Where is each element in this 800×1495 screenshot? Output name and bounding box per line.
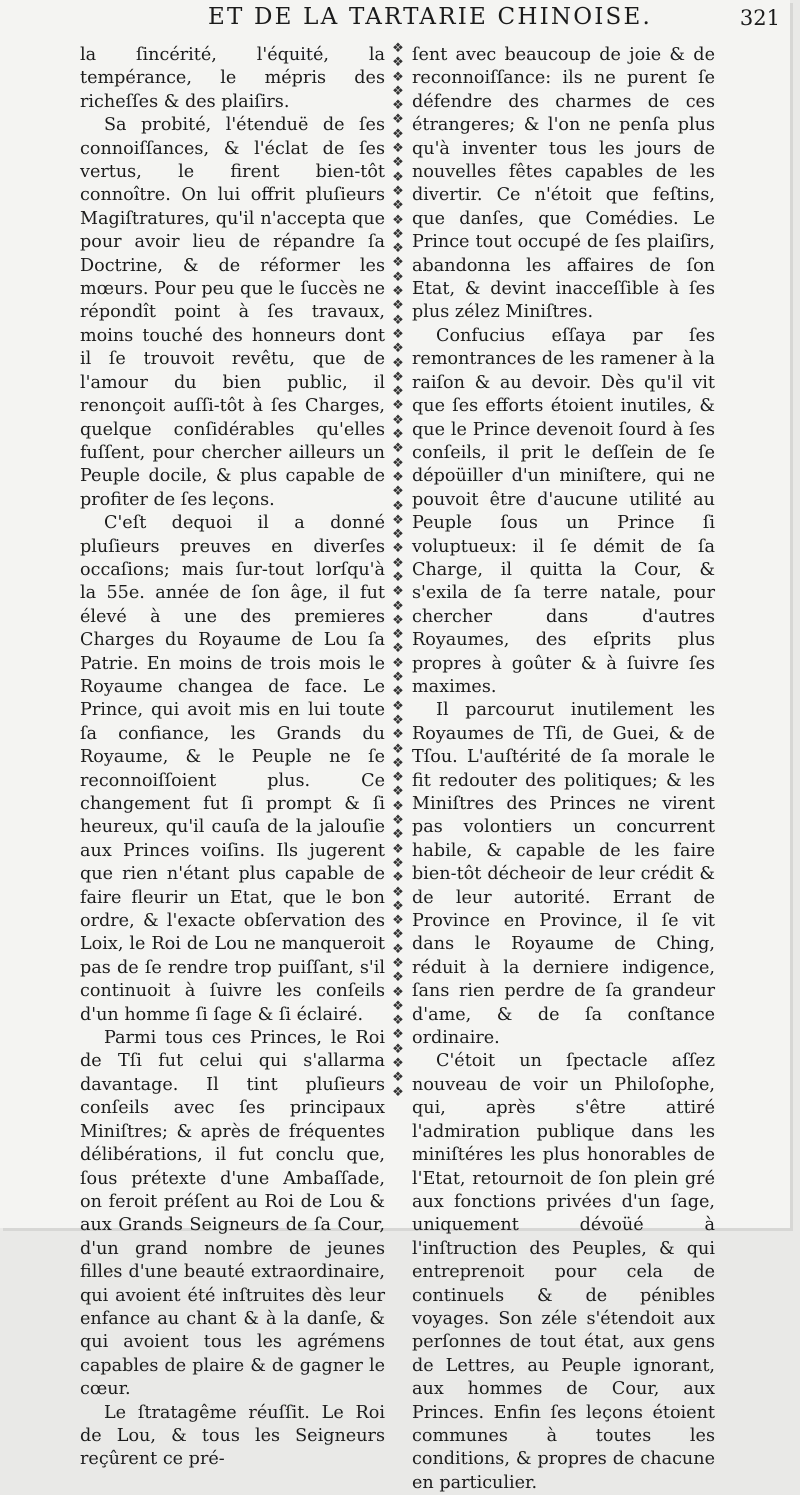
ornament-glyph: ❖ xyxy=(392,698,404,714)
ornament-glyph: ❖ xyxy=(392,755,404,771)
ornament-glyph: ❖ xyxy=(392,984,404,1000)
ornament-glyph: ❖ xyxy=(392,1084,404,1100)
ornament-glyph: ❖ xyxy=(392,169,404,185)
ornament-glyph: ❖ xyxy=(392,255,404,271)
ornament-glyph: ❖ xyxy=(392,970,404,986)
ornament-glyph: ❖ xyxy=(392,284,404,300)
ornament-glyph: ❖ xyxy=(392,55,404,71)
ornament-glyph: ❖ xyxy=(392,670,404,686)
ornament-glyph: ❖ xyxy=(392,884,404,900)
paragraph: C'étoit un ſpectacle aſſez nouveau de voir un Philoſophe, qui, après s'être attiré l'admiration publique dans les miniſtéres les plus honorables de l'Etat, retournoit de ſon plein gré aux fonctions privées d'un ſage, uniquement dévoüé à l'inſtruction des Peuples, & qui entreprenoit pour cela de continuels & de pénibles voyages. Son zéle s'étendoit aux perſonnes de tout état, aux gens de Lettres, au Peuple ignorant, aux hommes de Cour, aux Princes. Enfin ſes leçons étoient communes à toutes les conditions, & propres de chacune en particulier. xyxy=(412,1051,715,1493)
ornament-glyph: ❖ xyxy=(392,42,404,56)
paragraph: Le ſtratagême réuſſit. Le Roi de Lou, & tous les Seigneurs reçûrent ce pré- xyxy=(80,1402,385,1470)
ornament-glyph: ❖ xyxy=(392,326,404,342)
running-head xyxy=(80,2,780,40)
ornament-glyph: ❖ xyxy=(392,598,404,614)
ornament-glyph: ❖ xyxy=(392,784,404,800)
ornament-glyph: ❖ xyxy=(392,641,404,657)
ornament-glyph: ❖ xyxy=(392,384,404,400)
ornament-glyph: ❖ xyxy=(392,813,404,829)
ornament-glyph: ❖ xyxy=(392,770,404,786)
ornament-glyph: ❖ xyxy=(392,226,404,242)
ornament-glyph: ❖ xyxy=(392,712,404,728)
paragraph: la ſincérité, l'équité, la tempérance, le mépris des richeſſes & des plaiſirs. xyxy=(80,45,385,112)
ornament-glyph: ❖ xyxy=(392,798,404,814)
ornament-glyph: ❖ xyxy=(392,998,404,1014)
ornament-glyph: ❖ xyxy=(392,355,404,371)
ornament-glyph: ❖ xyxy=(392,956,404,971)
ornament-glyph: ❖ xyxy=(392,1013,404,1029)
ornament-glyph: ❖ xyxy=(392,98,404,114)
ornament-glyph: ❖ xyxy=(392,469,404,485)
ornament-glyph: ❖ xyxy=(392,684,404,700)
ornament-glyph: ❖ xyxy=(392,855,404,871)
ornament-glyph: ❖ xyxy=(392,183,404,199)
ornament-glyph: ❖ xyxy=(392,83,404,99)
ornament-glyph: ❖ xyxy=(392,927,404,943)
right-column xyxy=(412,44,715,1495)
paragraph: Parmi tous ces Princes, le Roi de Tſi fut celui qui s'allarma davantage. Il tint pluſieurs conſeils avec ſes principaux Miniſtres; & après de fréquentes délibérations, il fut conclu que, ſous prétexte d'une Ambaſſade, on feroit préſent au Roi de Lou & aux Grands Seigneurs de ſa Cour, d'un grand nombre de jeunes filles d'une beauté extraordinaire, qui avoient été inſtruites dès leur enfance au chant & à la danſe, & qui avoient tous les agrémens capables de plaire & de gagner le cœur. xyxy=(80,1028,385,1400)
ornament-glyph: ❖ xyxy=(392,612,404,628)
ornament-glyph: ❖ xyxy=(392,1070,404,1086)
ornament-glyph: ❖ xyxy=(392,1056,404,1072)
ornament-glyph: ❖ xyxy=(392,541,404,557)
ornament-glyph: ❖ xyxy=(392,455,404,471)
ornament-glyph: ❖ xyxy=(392,555,404,571)
ornament-glyph: ❖ xyxy=(392,569,404,585)
ornament-glyph: ❖ xyxy=(392,484,404,500)
ornament-glyph: ❖ xyxy=(392,627,404,643)
paragraph: Confucius eſſaya par ſes remontrances de les ramener à la raiſon & au devoir. Dès qu'il vit que ſes efforts étoient inutiles, & que le Prince devenoit ſourd à ſes conſeils, il prit le deſſein de ſe dépoüiller d'un miniſtere, qui ne pouvoit être d'aucune utilité au Peuple ſous un Prince ſi voluptueux: il ſe démit de ſa Charge, il quitta la Cour, & s'exila de ſa terre natale, pour chercher dans d'autres Royaumes, des eſprits plus propres à goûter & à ſuivre ſes maximes. xyxy=(412,325,715,697)
ornament-glyph: ❖ xyxy=(392,527,404,543)
running-title: ET DE LA TARTARIE CHINOISE. xyxy=(207,4,653,30)
paragraph: C'eſt dequoi il a donné pluſieurs preuves en diverſes occaſions; mais ſur-tout lorſqu'à la 55e. année de ſon âge, il fut élevé à une des premieres Charges du Royaume de Lou ſa Patrie. En moins de trois mois le Royaume changea de face. Le Prince, qui avoit mis en lui toute ſa confiance, les Grands du Royaume, & le Peuple ne ſe reconnoiſſoient plus. Ce changement fut ſi prompt & ſi heureux, qu'il cauſa de la jalouſie aux Princes voiſins. Ils jugerent que rien n'étant plus capable de faire fleurir un Etat, que le bon ordre, & l'exacte obſervation des Loix, le Roi de Lou ne manqueroit pas de ſe rendre trop puiſſant, s'il continuoit à ſuivre les conſeils d'un homme ſi ſage & ſi éclairé. xyxy=(80,513,385,1025)
ornament-glyph: ❖ xyxy=(392,155,404,171)
ornament-glyph: ❖ xyxy=(392,398,404,414)
ornament-glyph: ❖ xyxy=(392,241,404,257)
ornament-glyph: ❖ xyxy=(392,584,404,600)
ornament-glyph: ❖ xyxy=(392,112,404,128)
ornament-glyph: ❖ xyxy=(392,369,404,385)
ornament-glyph: ❖ xyxy=(392,498,404,514)
ornament-glyph: ❖ xyxy=(392,412,404,428)
ornament-glyph: ❖ xyxy=(392,212,404,228)
ornament-glyph: ❖ xyxy=(392,269,404,285)
ornament-glyph: ❖ xyxy=(392,427,404,443)
ornament-glyph: ❖ xyxy=(392,1027,404,1043)
ornament-glyph: ❖ xyxy=(392,913,404,929)
page-number: 321 xyxy=(739,6,780,30)
ornament-glyph: ❖ xyxy=(392,1041,404,1057)
ornament-glyph: ❖ xyxy=(392,441,404,457)
ornament-glyph: ❖ xyxy=(392,655,404,671)
paragraph: ſent avec beaucoup de joie & de reconnoiſſance: ils ne purent ſe défendre des charmes de ces étrangeres; & l'on ne penſa plus qu'à inventer tous les jours de nouvelles fêtes capables de les divertir. Ce n'étoit que feſtins, que danſes, que Comédies. Le Prince tout occupé de ſes plaiſirs, abandonna les affaires de ſon Etat, & devint inacceſſible à ſes plus zélez Miniſtres. xyxy=(412,45,715,323)
paragraph: Sa probité, l'étenduë de ſes connoiſſances, & l'éclat de ſes vertus, le firent bien-tôt connoître. On lui offrit pluſieurs Magiſtratures, qu'il n'accepta que pour avoir lieu de répandre ſa Doctrine, & de réformer les mœurs. Pour peu que le ſuccès ne répondît point à ſes travaux, moins touché des honneurs dont il ſe trouvoit revêtu, que de l'amour du bien public, il renonçoit auſſi-tôt à ſes Charges, quelque conſidérables qu'elles fuſſent, pour chercher ailleurs un Peuple docile, & plus capable de profiter de ſes leçons. xyxy=(80,115,385,510)
paragraph: Il parcourut inutilement les Royaumes de Tſi, de Guei, & de Tſou. L'auſtérité de ſa morale le fit redouter des politiques; & les Miniſtres des Princes ne virent pas volontiers un concurrent habile, & capable de les faire bien-tôt décheoir de leur crédit & de leur autorité. Errant de Province en Province, il ſe vit dans le Royaume de Ching, réduit à la derniere indigence, ſans rien perdre de ſa grandeur d'ame, & de ſa conſtance ordinaire. xyxy=(412,700,715,1049)
ornament-glyph: ❖ xyxy=(392,841,404,857)
ornament-glyph: ❖ xyxy=(392,512,404,528)
ornament-glyph: ❖ xyxy=(392,126,404,142)
ornament-glyph: ❖ xyxy=(392,69,404,85)
ornament-glyph: ❖ xyxy=(392,298,404,314)
ornament-glyph: ❖ xyxy=(392,341,404,357)
ornamental-column-divider xyxy=(388,42,408,1102)
ornament-glyph: ❖ xyxy=(392,312,404,328)
ornament-glyph: ❖ xyxy=(392,741,404,757)
ornament-glyph: ❖ xyxy=(392,727,404,743)
ornament-glyph: ❖ xyxy=(392,198,404,214)
ornament-glyph: ❖ xyxy=(392,941,404,957)
ornament-glyph: ❖ xyxy=(392,870,404,886)
left-column xyxy=(80,44,385,1472)
ornament-glyph: ❖ xyxy=(392,898,404,914)
ornament-glyph: ❖ xyxy=(392,141,404,157)
ornament-glyph: ❖ xyxy=(392,827,404,843)
